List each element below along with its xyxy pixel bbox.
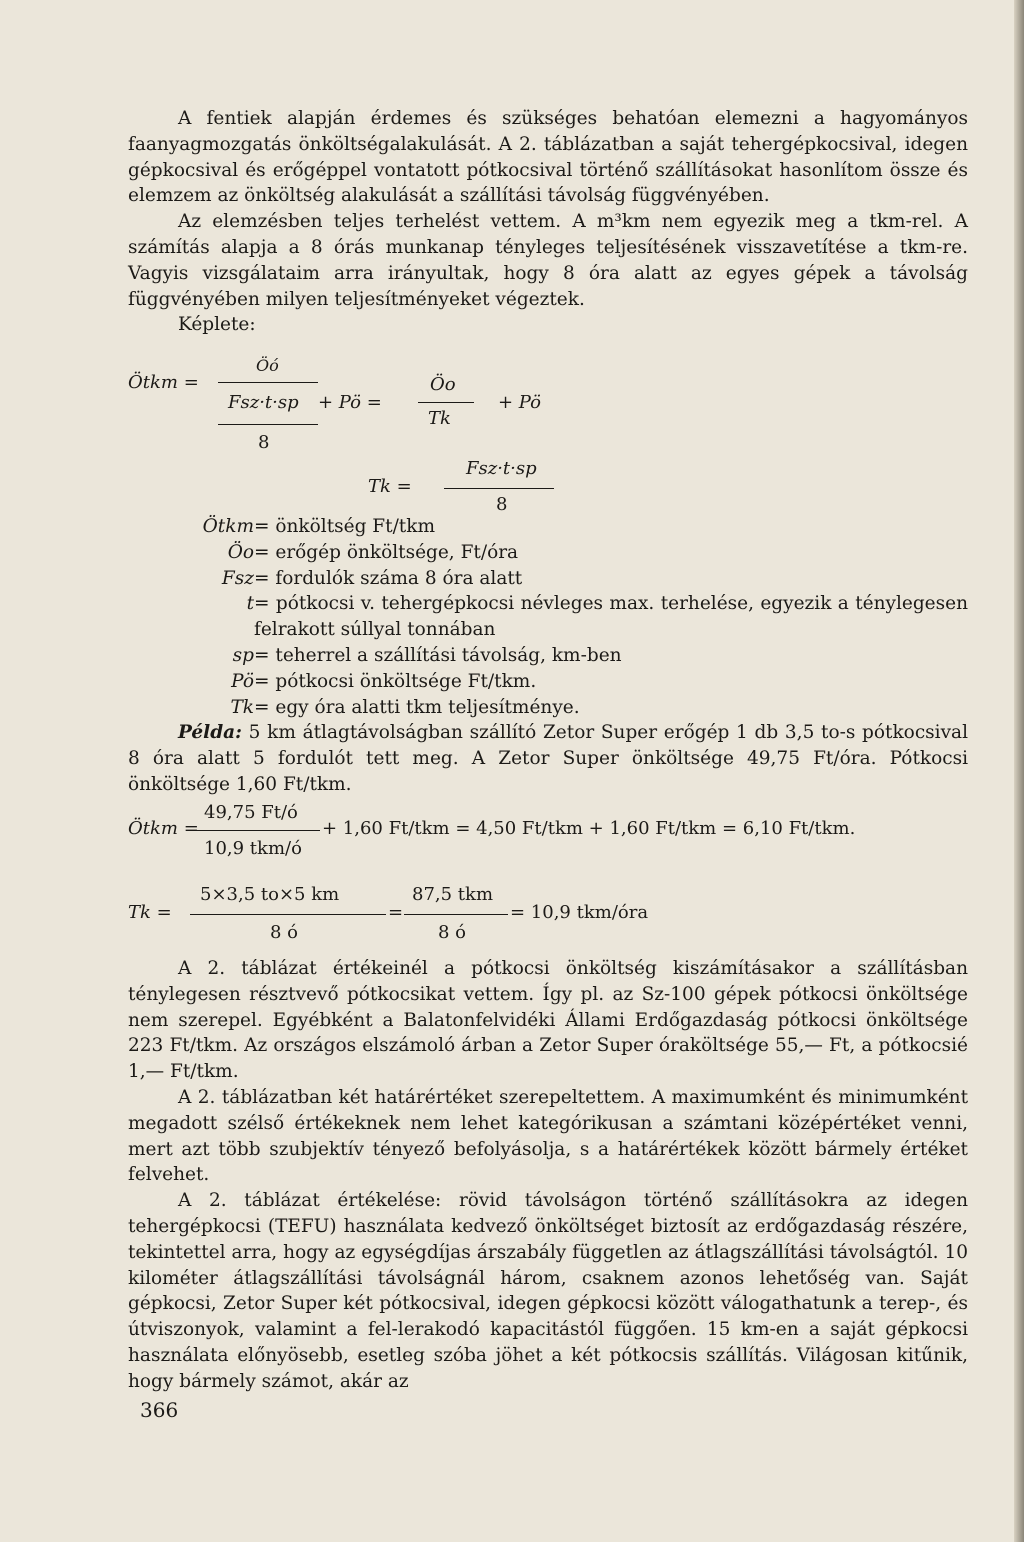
paragraph-assumptions: Az elemzésben teljes terhelést vettem. A m³km nem egyezik meg a tkm-rel. A számítás alapja a 8 órás munkanap tényleges teljesítésének visszavetítése a tkm-re. Vagyis vizsgálataim arra irányultak, hogy 8 óra alatt az egyes gépek a távolság függvényében milyen teljesítményeket végeztek. — [128, 211, 968, 310]
calc1-numerator: 49,75 Ft/ó — [204, 802, 298, 823]
calc1-lhs: Ötkm = — [128, 818, 199, 839]
definition-symbol: t — [246, 593, 254, 615]
formula2-lhs: Tk = — [368, 476, 412, 497]
calc2-numerator-1: 5×3,5 to×5 km — [200, 884, 340, 905]
page-number: 366 — [140, 1398, 179, 1422]
definition-row — [128, 566, 968, 592]
calc1-denominator: 10,9 tkm/ó — [204, 838, 302, 859]
definition-text: = teherrel a szállítási távolság, km-ben — [254, 644, 622, 666]
paragraph-table-values: A 2. táblázat értékeinél a pótkocsi önköltség kiszámításakor a szállításban ténylegesen résztvevő pótkocsikat vettem. Így pl. az Sz-100 gépek pótkocsi önköltsége nem szerepel. Egyébként a Balatonfelvidéki Állami Erdőgazdaság pótkocsi önköltsége 223 Ft/tkm. Az országos elszámoló árban a Zetor Super óraköltsége 55,— Ft, a pótkocsié 1,— Ft/tkm. — [128, 958, 968, 1083]
definition-symbol: Öo — [227, 541, 254, 563]
calc2-line-1 — [190, 914, 386, 915]
formula1-lhs: Ötkm = — [128, 372, 199, 393]
calc2-eq: = — [388, 902, 404, 923]
definition-text: = erőgép önköltsége, Ft/óra — [254, 541, 519, 563]
definition-symbol: Tk — [230, 696, 254, 718]
page-edge-shadow — [1014, 0, 1024, 1542]
calc2-denominator-1: 8 ó — [270, 922, 299, 943]
calc1-line — [196, 830, 320, 831]
calc2-numerator-2: 87,5 tkm — [412, 884, 494, 905]
calc1-rest: + 1,60 Ft/tkm = 4,50 Ft/tkm + 1,60 Ft/tkm = 6,10 Ft/tkm. — [322, 818, 856, 839]
example-text: 5 km átlagtávolságban szállító Zetor Super erőgép 1 db 3,5 to-s pótkocsival 8 óra alatt 5 fordulót tett meg. A Zetor Super önköltsége 49,75 Ft/óra. Pótkocsi önköltsége 1,60 Ft/tkm. — [128, 722, 968, 795]
formula1-line-bottom — [218, 424, 318, 425]
definition-text: = pótkocsi önköltsége Ft/tkm. — [254, 670, 537, 692]
definition-text: = önköltség Ft/tkm — [254, 516, 435, 537]
formula2-bottom: 8 — [496, 494, 508, 515]
formula1-tail: + Pö — [498, 392, 542, 413]
calc2-rest: = 10,9 tkm/óra — [510, 902, 649, 923]
definition-row — [128, 643, 968, 669]
definition-row — [128, 514, 968, 540]
paragraph-example — [128, 720, 968, 797]
calc2-lhs: Tk = — [128, 902, 172, 923]
formula1-bottom: 8 — [258, 432, 270, 453]
intro-text-block — [128, 106, 968, 338]
formula1-mid-b: + Pö = — [318, 392, 382, 413]
example-label: Példa: — [178, 722, 242, 744]
definition-symbol: Ötkm — [202, 516, 254, 537]
calc2-denominator-2: 8 ó — [438, 922, 467, 943]
definition-symbol: Pö — [231, 670, 254, 692]
definitions-list — [128, 514, 968, 798]
formula2-top: Fsz·t·sp — [466, 458, 537, 479]
definition-text: = egy óra alatti tkm teljesítménye. — [254, 696, 580, 718]
paragraph-formula-label: Képlete: — [178, 314, 256, 336]
definition-text: = pótkocsi v. tehergépkocsi névleges max. terhelése, egyezik a ténylegesen felrakott súllyal tonnában — [254, 593, 968, 641]
formula1-frac2-line — [418, 402, 474, 403]
paragraph-evaluation: A 2. táblázat értékelése: rövid távolságon történő szállításokra az idegen tehergépkocsi (TEFU) használata kedvező önköltséget biztosít az erdőgazdaság részére, tekintettel arra, hogy az egységdíjas árszabály független az átlagszállítási távolságtól. 10 kilométer átlagszállítási távolságnál három, csaknem azonos lehetőség van. Saját gépkocsi, Zetor Super két pótkocsival, idegen gépkocsi között válogathatunk a terep-, és útviszonyok, valamint a fel-lerakodó kapacitástól függően. 15 km-en a saját gépkocsi használata előnyösebb, esetleg szóba jöhet a két pótkocsis szállítás. Világosan kitűnik, hogy bármely számot, akár az — [128, 1190, 968, 1392]
formula1-mid-a: Fsz·t·sp — [228, 392, 299, 413]
calc2-line-2 — [404, 914, 508, 915]
formula1-frac2-top: Öo — [430, 374, 456, 395]
formula1-line-top — [218, 382, 318, 383]
paragraph-limit-values: A 2. táblázatban két határértéket szerepeltettem. A maximumként és minimumként megadott szélső értékeknek nem lehet kategórikusan a számtani középértéket venni, mert azt több szubjektív tényező befolyásolja, s a határértékek között bármely értéket felvehet. — [128, 1086, 968, 1186]
definition-symbol: sp — [232, 644, 254, 666]
evaluation-text-block — [128, 956, 968, 1395]
definition-text: = fordulók száma 8 óra alatt — [254, 567, 523, 589]
formula1-frac2-bottom: Tk — [428, 408, 451, 429]
formula1-top: Öó — [256, 356, 279, 375]
definition-row — [128, 695, 968, 721]
definition-symbol: Fsz — [221, 567, 254, 589]
paragraph-intro: A fentiek alapján érdemes és szükséges behatóan elemezni a hagyományos faanyagmozgatás önköltségalakulását. A 2. táblázatban a saját tehergépkocsival, idegen gépkocsival és erőgéppel vontatott pótkocsival történő szállításokat hasonlítom össze és elemzem az önköltség alakulását a szállítási távolság függvényében. — [128, 108, 968, 207]
definition-row — [128, 540, 968, 566]
formula2-line — [444, 488, 554, 489]
definition-row — [128, 591, 968, 643]
definition-row — [128, 669, 968, 695]
